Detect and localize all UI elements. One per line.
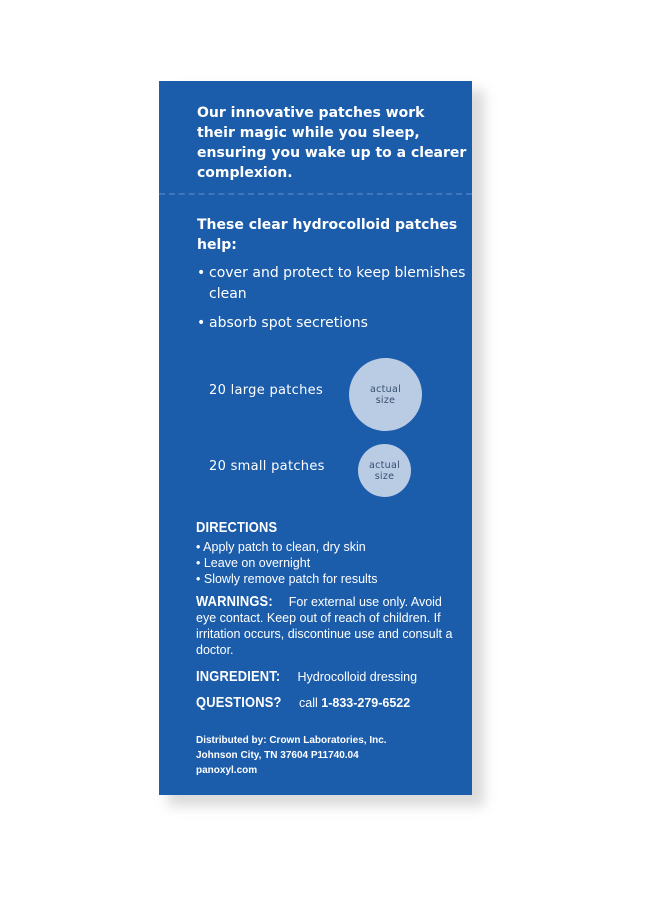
ingredient-text: Hydrocolloid dressing xyxy=(297,670,418,684)
questions-prefix: call xyxy=(299,696,318,710)
questions-section xyxy=(196,694,461,711)
small-patch-count: 20 small patches xyxy=(209,459,325,474)
warnings-text: For external use only. Avoid eye contact. Keep out of reach of children. If irritation occurs, discontinue use and consult a doctor. xyxy=(196,595,453,657)
warnings-heading: WARNINGS: xyxy=(196,593,273,610)
warnings-section xyxy=(196,594,461,658)
directions-heading: DIRECTIONS xyxy=(196,519,278,536)
distributor-website: panoxyl.com xyxy=(196,765,258,776)
direction-item: • Apply patch to clean, dry skin xyxy=(196,540,366,554)
ingredient-section xyxy=(196,668,461,685)
distributor-address: Johnson City, TN 37604 P11740.04 xyxy=(196,750,359,761)
direction-item: • Leave on overnight xyxy=(196,556,311,570)
directions-section xyxy=(196,519,461,587)
distributor-info xyxy=(196,733,461,778)
benefits-list xyxy=(197,263,467,342)
benefits-heading: These clear hydrocolloid patches help: xyxy=(197,217,458,253)
small-patch-actual-size-icon: actual size xyxy=(358,444,411,497)
directions-list xyxy=(196,539,461,587)
divider xyxy=(159,193,472,195)
bullet-icon: • xyxy=(197,265,206,281)
ingredient-heading: INGREDIENT: xyxy=(196,668,281,685)
package-back-panel xyxy=(159,81,472,795)
direction-item: • Slowly remove patch for results xyxy=(196,572,378,586)
intro-text: Our innovative patches work their magic while you sleep, ensuring you wake up to a clearer complexion. xyxy=(197,105,467,181)
large-patch-count: 20 large patches xyxy=(209,383,324,398)
distributor-line: Distributed by: Crown Laboratories, Inc. xyxy=(196,735,387,746)
large-patch-actual-size-icon: actual size xyxy=(349,358,422,431)
questions-heading: QUESTIONS? xyxy=(196,694,282,711)
bullet-icon: • xyxy=(197,315,206,331)
benefit-item: • absorb spot secretions xyxy=(197,313,467,334)
questions-phone: 1-833-279-6522 xyxy=(321,696,411,710)
benefit-item: • cover and protect to keep blemishes clean xyxy=(197,265,466,302)
